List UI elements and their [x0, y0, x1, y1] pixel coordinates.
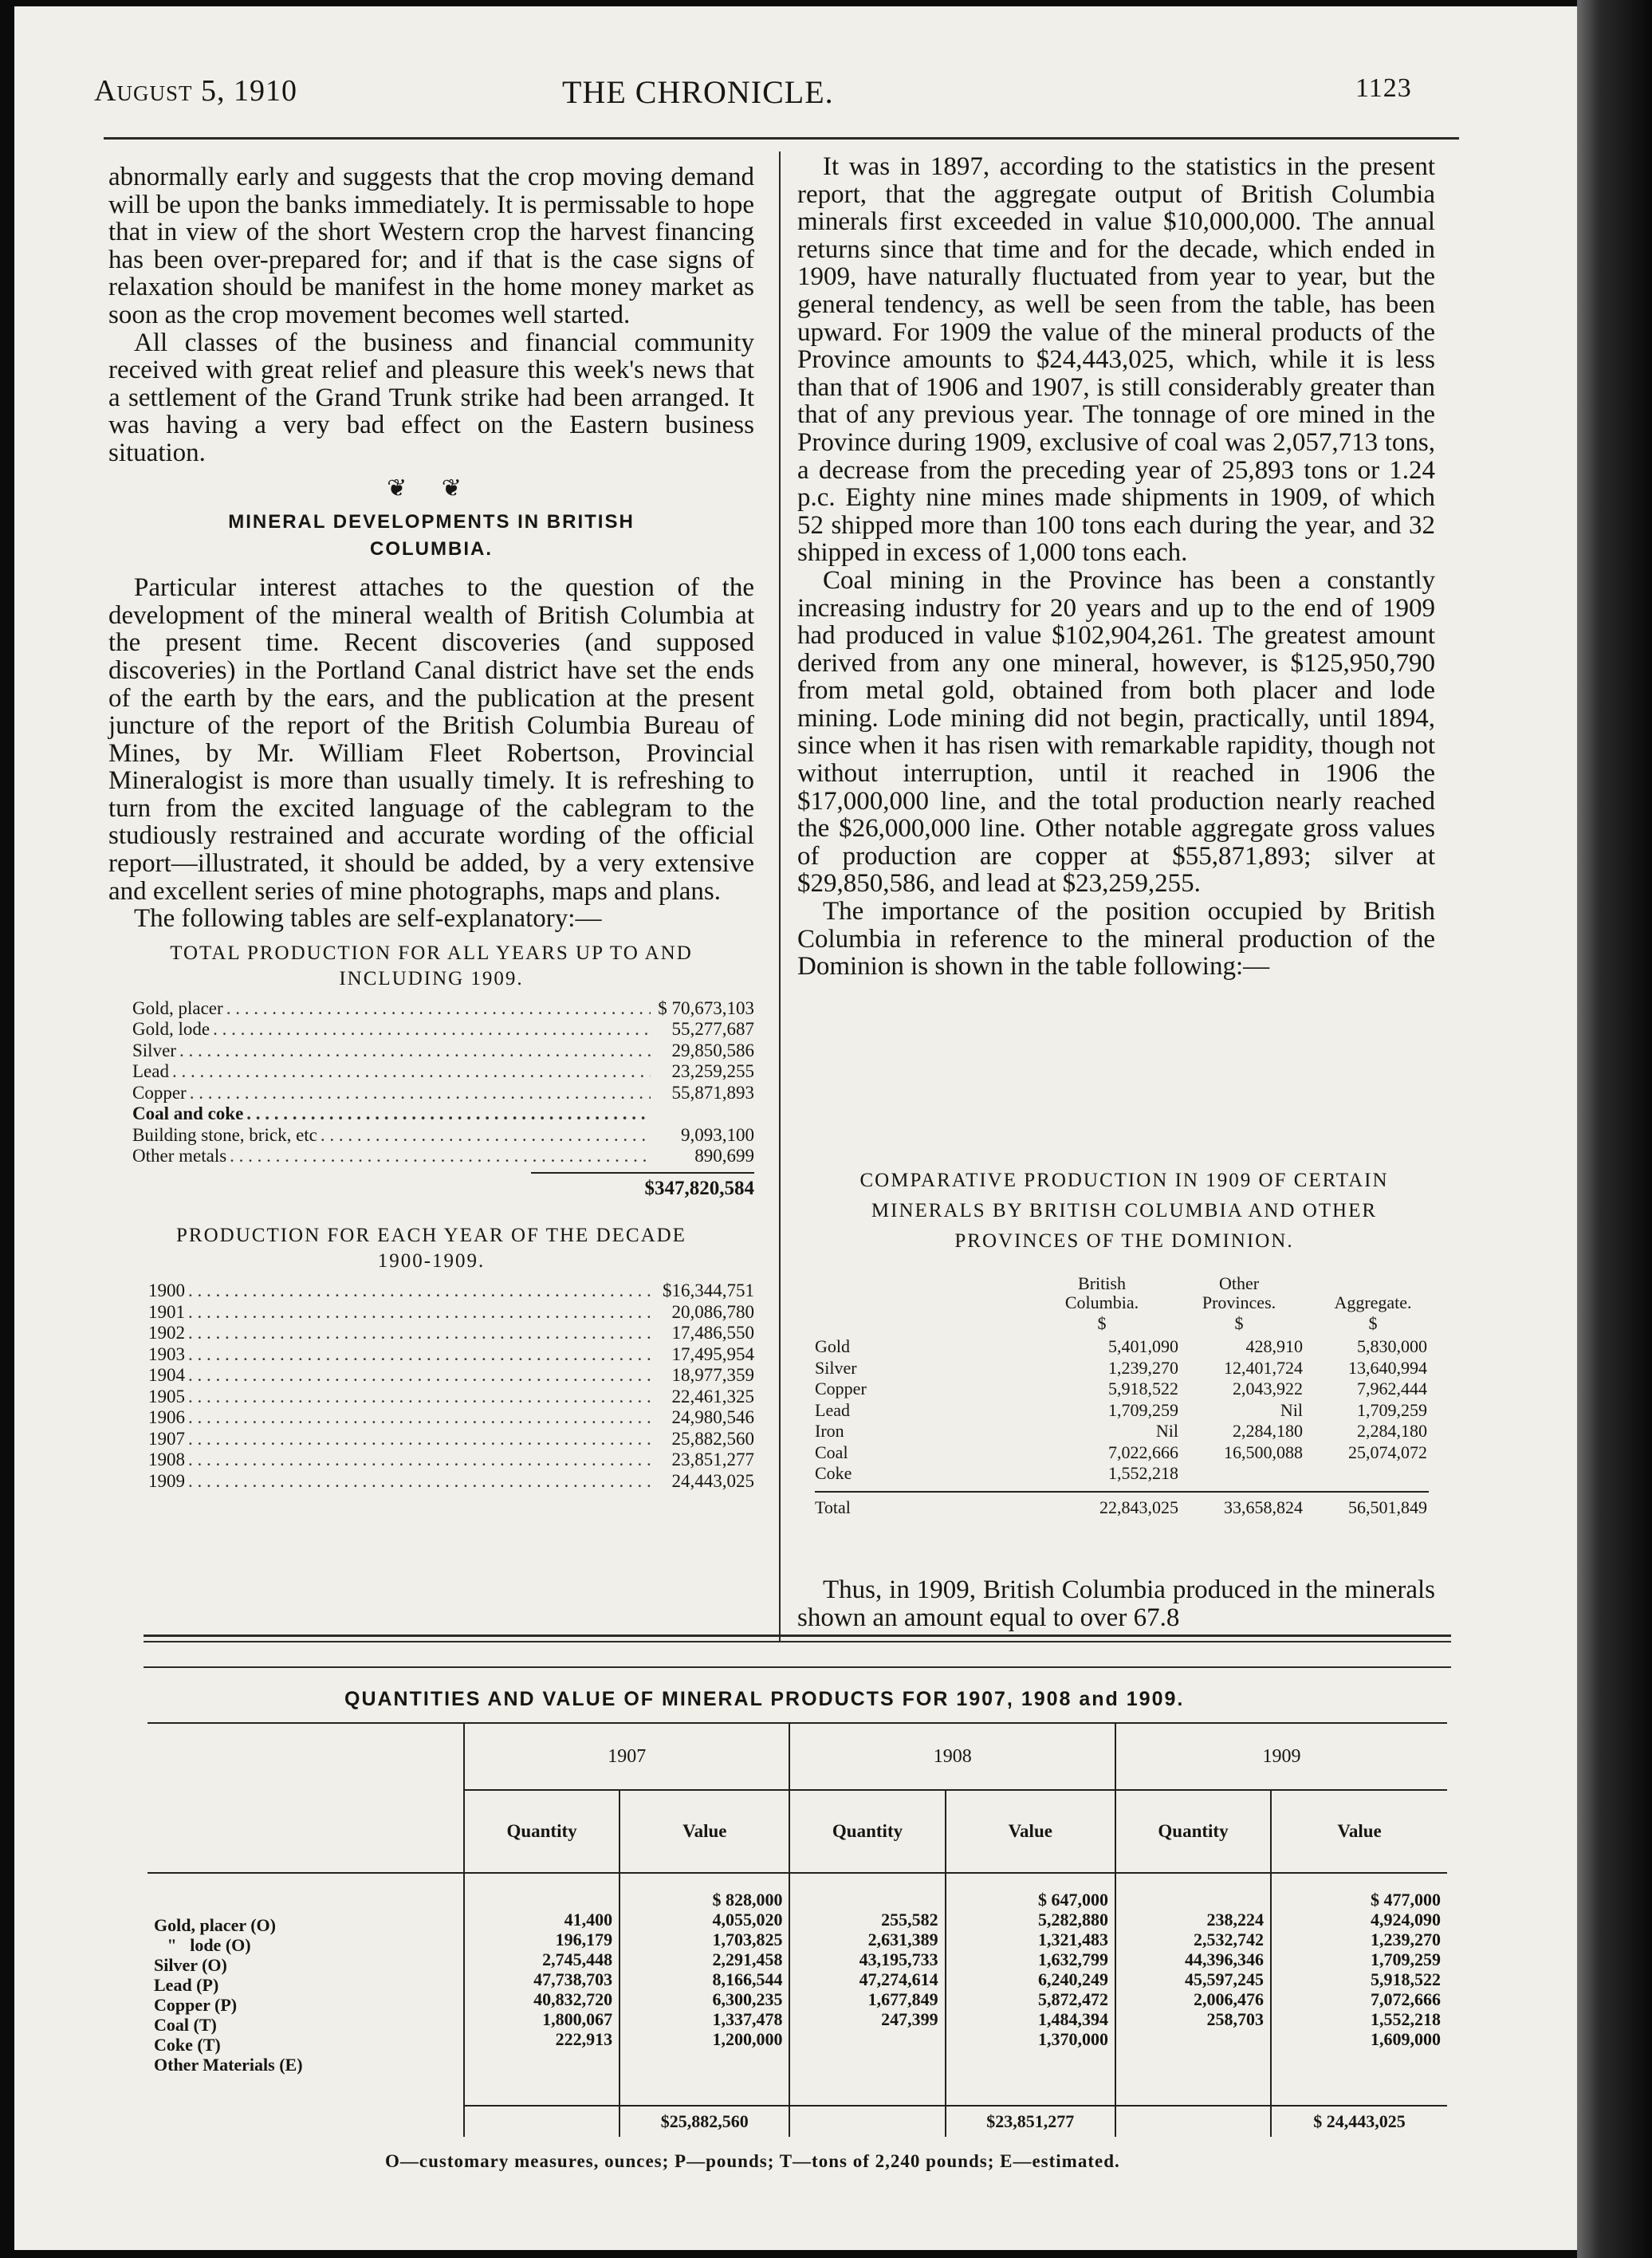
table1-title: TOTAL PRODUCTION FOR ALL YEARS UP TO AND INCLUDING 1909. [170, 942, 693, 989]
total-1908-value: $23,851,277 [946, 2106, 1115, 2137]
table1-total: $347,820,584 [531, 1172, 754, 1203]
comparative-title: COMPARATIVE PRODUCTION IN 1909 OF CERTAIN MINERALS BY BRITISH COLUMBIA AND OTHER PROVINCES OF THE DOMINION. [859, 1170, 1389, 1252]
data-body-row [148, 1873, 1447, 2106]
decade-production-table [108, 1280, 754, 1492]
paragraph: Thus, in 1909, British Columbia produced in the minerals shown an amount equal to over 67.8 [797, 1575, 1435, 1632]
table-row: Other metals . . . 890,699 [132, 1146, 754, 1167]
col-head: Aggregate. [1334, 1292, 1412, 1312]
blank-head [148, 1723, 464, 1873]
paragraph: All classes of the business and financial community received with great relief and pleasure this week's news that a settlement of the Grand Trunk strike had been arranged. It was having a very bad effect on the Eastern business situation. [108, 328, 754, 467]
paragraph: Coal mining in the Province has been a constantly increasing industry for 20 years and up to the end of 1909 had produced in value $102,904,261. The greatest amount derived from any one mineral, however, is $125,950,790 from metal gold, obtained from both placer and lode mining. Lode mining did not begin, practically, until 1894, since when it has risen with remarkable rapidity, though not without interruption, until it reached in 1906 the $17,000,000 line, and the total production nearly reached the $26,000,000 line. Other notable aggregate gross values of production are copper at $55,871,893; silver at $29,850,586, and lead at $23,259,255. [797, 565, 1435, 899]
table-row: Gold, placer . . . $ 70,673,103 [132, 998, 754, 1020]
right-column [797, 153, 1435, 981]
table-row: 1900 . . . $16,344,751 [148, 1280, 754, 1302]
book-spine-shadow [1577, 0, 1652, 2258]
comparative-table [815, 1274, 1429, 1518]
table-row: 1907 . . . 25,882,560 [148, 1429, 754, 1450]
col-head: Other Provinces. [1202, 1273, 1276, 1312]
table-row: Building stone, brick, etc . . . 9,093,100 [132, 1125, 754, 1147]
quantity-head: Quantity [464, 1790, 620, 1873]
col-head: British Columbia. [1064, 1273, 1139, 1312]
value-head: Value [946, 1790, 1115, 1873]
paragraph: The following tables are self-explanatory:— [134, 904, 602, 934]
big-table-title: QUANTITIES AND VALUE OF MINERAL PRODUCTS FOR 1907, 1908 and 1909. [344, 1688, 1185, 1710]
section-rule [144, 1634, 1451, 1637]
quantity-head: Quantity [789, 1790, 945, 1873]
paragraph: It was in 1897, according to the statistics in the present report, that the aggregate output of British Columbia minerals first exceeded in value $10,000,000. The annual returns since that time and for the decade, which ended in 1909, have naturally fluctuated from year to year, but the general tendency, as well be seen from the table, has been upward. For 1909 the value of the mineral products of the Province amounts to $24,443,025, which, while it is less than that of 1906 and 1907, is still considerably greater than that of any previous year. The tonnage of ore mined in the Province during 1909, exclusive of coal was 2,057,713 tons, a decrease from the preceding year of 25,893 tons or 1.24 p.c. Eighty nine mines made shipments in 1909, of which 52 shipped more than 100 tons each during the year, and 32 shipped in excess of 1,000 tons each. [797, 152, 1435, 568]
table-row: Lead . . . 23,259,255 [132, 1061, 754, 1083]
masthead-title: THE CHRONICLE. [562, 74, 834, 110]
total-1909-quantity [1115, 2106, 1271, 2137]
table-row: 1906 . . . 24,980,546 [148, 1407, 754, 1429]
header-rule [104, 137, 1459, 140]
page-number: 1123 [1355, 73, 1412, 103]
table-row: 1901 . . . 20,086,780 [148, 1302, 754, 1324]
table-row: 1902 . . . 17,486,550 [148, 1323, 754, 1344]
total-1907-value: $25,882,560 [620, 2106, 789, 2137]
table-row: Coke 1,552,218 [815, 1463, 1178, 1483]
total-production-table [108, 998, 754, 1203]
section-rule [144, 1641, 1451, 1642]
blank-cell [148, 2106, 464, 2137]
year-1909: 1909 [1115, 1723, 1447, 1790]
paragraph: abnormally early and suggests that the crop moving demand will be upon the banks immediately. It is permissable to hope that in view of the short Western crop the harvest financing has been over-prepared for; and if that is the case signs of relaxation should be manifest in the home money market as soon as the crop movement becomes well started. [108, 163, 754, 329]
table-row: Gold 5,401,090 428,910 5,830,000 [815, 1336, 1427, 1356]
year-1908: 1908 [789, 1723, 1115, 1790]
article-heading: MINERAL DEVELOPMENTS IN BRITISH COLUMBIA. [228, 511, 635, 561]
total-row: Total 22,843,025 33,658,824 56,501,849 [815, 1491, 1429, 1519]
section-rule [144, 1666, 1451, 1668]
table-row: Silver 1,239,270 12,401,724 13,640,994 [815, 1357, 1427, 1378]
comparative-head [815, 1274, 1429, 1336]
table-row: Iron Nil 2,284,180 2,284,180 [815, 1421, 1427, 1441]
table-row: Lead 1,709,259 Nil 1,709,259 [815, 1399, 1427, 1420]
col-1908-quantity: 255,582 2,631,389 43,195,733 47,274,614 1,677,849 247,399 [789, 1873, 945, 2106]
closing-text [797, 1576, 1435, 1631]
table-row: 1908 . . . 23,851,277 [148, 1450, 754, 1471]
table-row: 1904 . . . 18,977,359 [148, 1365, 754, 1387]
value-head: Value [620, 1790, 789, 1873]
table-row: Gold, lode . . . 55,277,687 [132, 1019, 754, 1040]
year-header-row [148, 1723, 1447, 1790]
unit-label: $ [1234, 1313, 1244, 1333]
left-column [108, 163, 754, 1492]
table-row: 1905 . . . 22,461,325 [148, 1387, 754, 1408]
ornament: ❦ ❦ [387, 474, 476, 502]
unit-label: $ [1368, 1313, 1378, 1333]
total-1909-value: $ 24,443,025 [1271, 2106, 1447, 2137]
col-1909-quantity: 238,224 2,532,742 44,396,346 45,597,245 2,006,476 258,703 [1115, 1873, 1271, 2106]
table2-title: PRODUCTION FOR EACH YEAR OF THE DECADE 1900-1909. [176, 1225, 686, 1273]
col-1907-quantity: 41,400 196,179 2,745,448 47,738,703 40,832,720 1,800,067 222,913 [464, 1873, 620, 2106]
totals-row [148, 2106, 1447, 2137]
table-row: Copper . . . 55,871,893 [132, 1083, 754, 1104]
table-row: Silver . . . 29,850,586 [132, 1040, 754, 1062]
unit-label: $ [1097, 1313, 1107, 1333]
col-1909-value: $ 477,000 4,924,090 1,239,270 1,709,259 5,918,522 7,072,666 1,552,218 1,609,000 [1271, 1873, 1447, 2106]
value-head: Value [1271, 1790, 1447, 1873]
column-divider [779, 151, 781, 1642]
paragraph: Particular interest attaches to the question of the development of the mineral wealth of British Columbia at the present time. Recent discoveries (and supposed discoveries) in the Portland Canal district have set the ends of the earth by the ears, and the publication at the present juncture of the report of the British Columbia Bureau of Mines, by Mr. William Fleet Robertson, Provincial Mineralogist is more than usually timely. It is refreshing to turn from the excited language of the cablegram to the studiously restrained and accurate wording of the official report—illustrated, it should be added, by a very extensive and excellent series of mine photographs, maps and plans. [108, 573, 754, 906]
table-footnote: O—customary measures, ounces; P—pounds; T—tons of 2,240 pounds; E—estimated. [385, 2151, 1120, 2171]
quantity-head: Quantity [1115, 1790, 1271, 1873]
table-row: Coal and coke . . . [132, 1103, 754, 1125]
paragraph: The importance of the position occupied by British Columbia in reference to the mineral production of the Dominion is shown in the table following:— [797, 897, 1435, 981]
total-1908-quantity [789, 2106, 945, 2137]
table-row: Coal 7,022,666 16,500,088 25,074,072 [815, 1442, 1427, 1462]
mineral-products-table [148, 1722, 1447, 2137]
total-1907-quantity [464, 2106, 620, 2137]
issue-date: August 5, 1910 [94, 74, 297, 108]
table-row: 1903 . . . 17,495,954 [148, 1344, 754, 1366]
table-row: Copper 5,918,522 2,043,922 7,962,444 [815, 1379, 1427, 1398]
row-labels: Gold, placer (O) " lode (O) Silver (O) Lead (P) Copper (P) Coal (T) Coke (T) Other Materials (E) [148, 1873, 464, 2106]
table-row: 1909 . . . 24,443,025 [148, 1471, 754, 1493]
col-1908-value: $ 647,000 5,282,880 1,321,483 1,632,799 6,240,249 5,872,472 1,484,394 1,370,000 [946, 1873, 1115, 2106]
year-1907: 1907 [464, 1723, 789, 1790]
col-1907-value: $ 828,000 4,055,020 1,703,825 2,291,458 8,166,544 6,300,235 1,337,478 1,200,000 [620, 1873, 789, 2106]
